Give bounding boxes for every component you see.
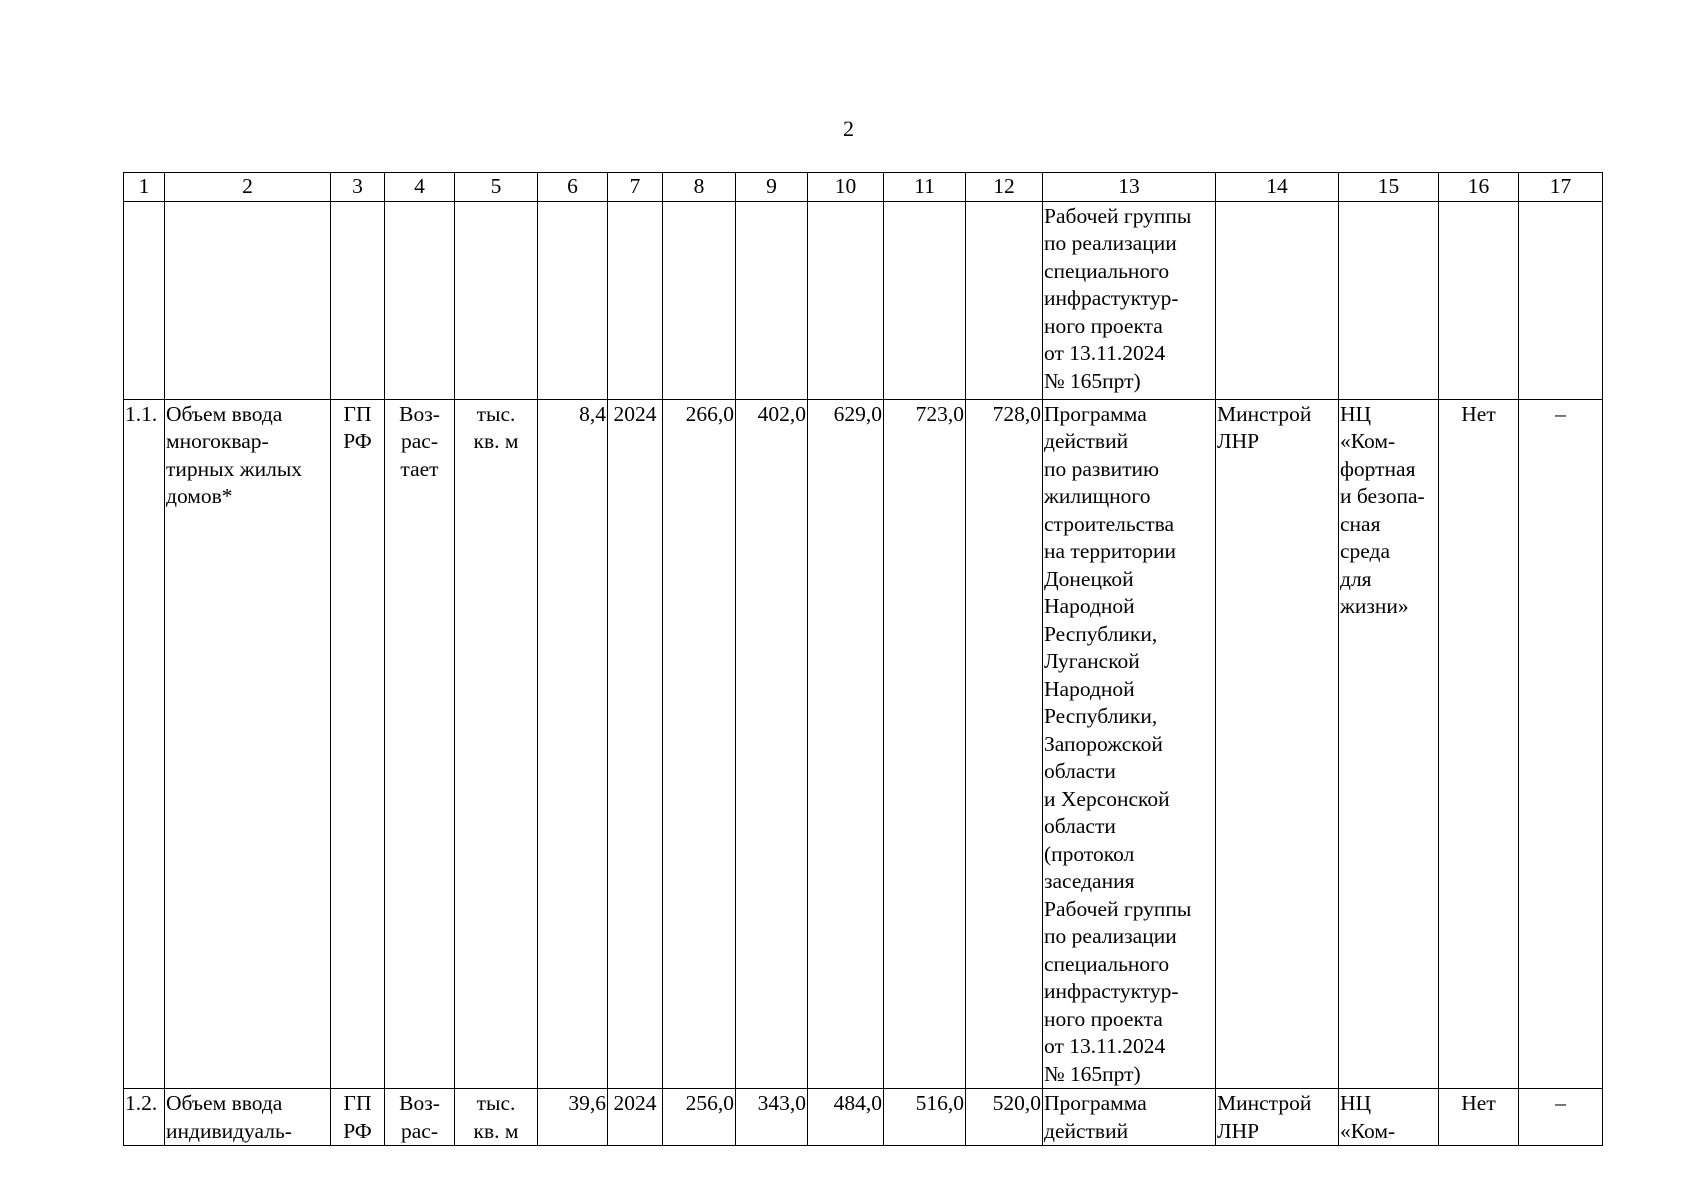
table-row-1-2 xyxy=(124,1089,1603,1146)
cell-national-goal: НЦ «Ком- фортная и безопа- сная среда для жизни» xyxy=(1339,399,1439,1089)
column-number: 12 xyxy=(966,173,1043,202)
column-number: 13 xyxy=(1043,173,1216,202)
cell-national-goal xyxy=(1339,201,1439,399)
column-numbers-row xyxy=(124,173,1603,202)
cell-base-value: 39,6 xyxy=(538,1089,608,1146)
column-number: 17 xyxy=(1519,173,1603,202)
cell-value: 629,0 xyxy=(808,399,884,1089)
cell-value: 728,0 xyxy=(966,399,1043,1089)
column-number: 8 xyxy=(663,173,736,202)
cell-unit: тыс. кв. м xyxy=(455,399,538,1089)
column-number: 9 xyxy=(736,173,808,202)
cell-value xyxy=(663,201,736,399)
column-number: 1 xyxy=(124,173,165,202)
table-row-continuation xyxy=(124,201,1603,399)
cell-value: 343,0 xyxy=(736,1089,808,1146)
column-number: 3 xyxy=(331,173,385,202)
cell-responsible xyxy=(1216,201,1339,399)
cell-national-goal: НЦ «Ком- xyxy=(1339,1089,1439,1146)
column-number: 16 xyxy=(1439,173,1519,202)
column-number: 2 xyxy=(165,173,331,202)
cell-unit xyxy=(455,201,538,399)
column-number: 14 xyxy=(1216,173,1339,202)
cell-unit: тыс. кв. м xyxy=(455,1089,538,1146)
page-number: 2 xyxy=(843,116,854,141)
cell-value xyxy=(966,201,1043,399)
cell-value xyxy=(884,201,966,399)
cell-trend xyxy=(385,201,455,399)
cell-trend: Воз- рас- тает xyxy=(385,399,455,1089)
cell-value: 402,0 xyxy=(736,399,808,1089)
cell-level: ГП РФ xyxy=(331,1089,385,1146)
indicators-table xyxy=(123,172,1603,1146)
cell-document: Рабочей группы по реализации специального инфрастуктур- ного проекта от 13.11.2024 № 165прт) xyxy=(1043,201,1216,399)
column-number: 5 xyxy=(455,173,538,202)
cell-value: 516,0 xyxy=(884,1089,966,1146)
cell-level: ГП РФ xyxy=(331,399,385,1089)
cell-note xyxy=(1519,201,1603,399)
cell-responsible: Минстрой ЛНР xyxy=(1216,399,1339,1089)
cell-trend: Воз- рас- xyxy=(385,1089,455,1146)
cell-level xyxy=(331,201,385,399)
cell-base-value xyxy=(538,201,608,399)
cell-flag: Нет xyxy=(1439,1089,1519,1146)
cell-number xyxy=(124,201,165,399)
column-number: 4 xyxy=(385,173,455,202)
cell-number: 1.2. xyxy=(124,1089,165,1146)
cell-value xyxy=(736,201,808,399)
cell-flag: Нет xyxy=(1439,399,1519,1089)
cell-indicator-name: Объем ввода многоквар- тирных жилых домов* xyxy=(165,399,331,1089)
column-number: 11 xyxy=(884,173,966,202)
column-number: 7 xyxy=(608,173,663,202)
cell-base-year xyxy=(608,201,663,399)
table-row-1-1 xyxy=(124,399,1603,1089)
cell-value xyxy=(808,201,884,399)
column-number: 6 xyxy=(538,173,608,202)
cell-note: – xyxy=(1519,399,1603,1089)
cell-document: Программа действий xyxy=(1043,1089,1216,1146)
cell-value: 256,0 xyxy=(663,1089,736,1146)
cell-flag xyxy=(1439,201,1519,399)
cell-indicator-name: Объем ввода индивидуаль- xyxy=(165,1089,331,1146)
cell-base-year: 2024 xyxy=(608,1089,663,1146)
column-number: 15 xyxy=(1339,173,1439,202)
cell-note: – xyxy=(1519,1089,1603,1146)
cell-base-year: 2024 xyxy=(608,399,663,1089)
cell-value: 266,0 xyxy=(663,399,736,1089)
cell-indicator-name xyxy=(165,201,331,399)
cell-number: 1.1. xyxy=(124,399,165,1089)
cell-value: 723,0 xyxy=(884,399,966,1089)
cell-value: 484,0 xyxy=(808,1089,884,1146)
column-number: 10 xyxy=(808,173,884,202)
cell-base-value: 8,4 xyxy=(538,399,608,1089)
cell-value: 520,0 xyxy=(966,1089,1043,1146)
cell-document: Программа действий по развитию жилищного строительства на территории Донецкой Народной Республики, Луганской Народной Республики, Запорожской области и Херсонской области (протокол заседания Рабочей группы по реализации специального инфрастуктур- ного проекта от 13.11.2024 № 165прт) xyxy=(1043,399,1216,1089)
cell-responsible: Минстрой ЛНР xyxy=(1216,1089,1339,1146)
